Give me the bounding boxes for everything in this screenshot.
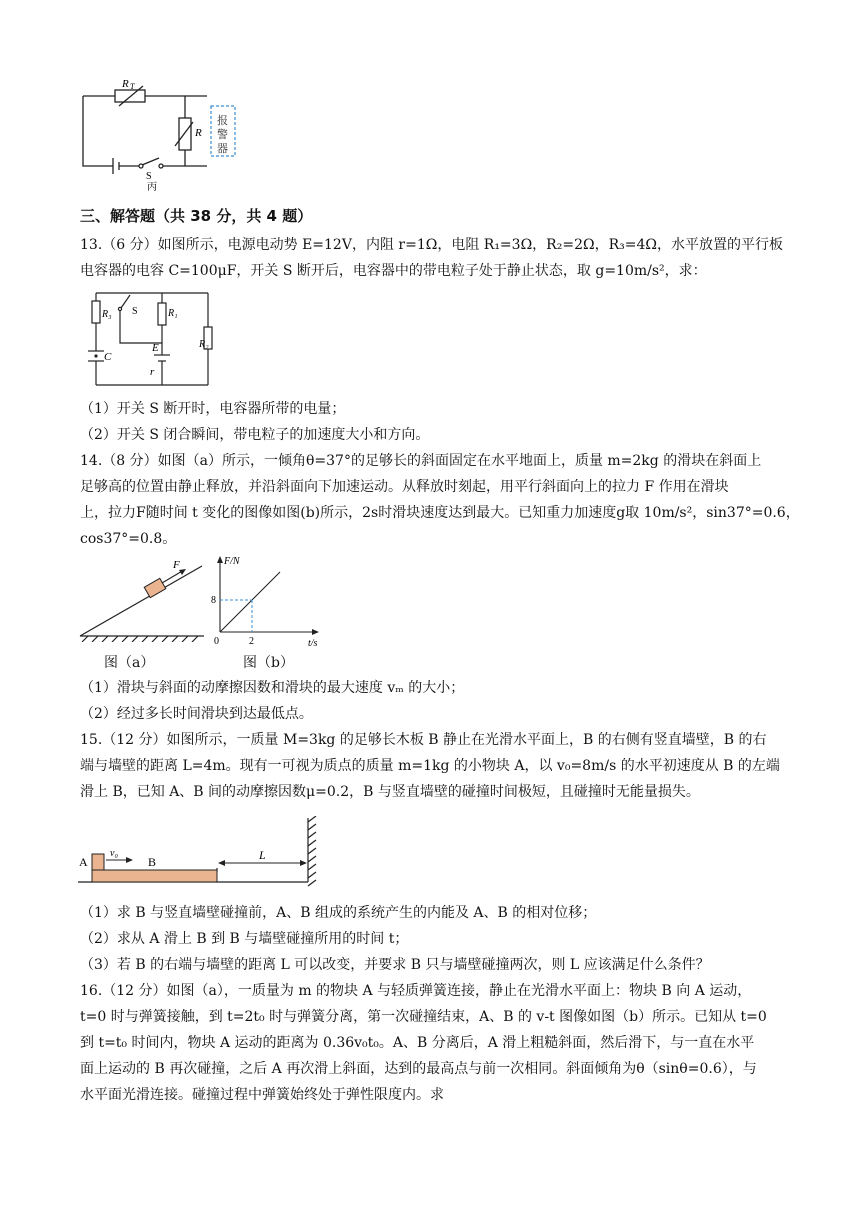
alarm-char-3: 器 bbox=[217, 143, 228, 155]
label-v0: v₀ bbox=[110, 848, 118, 859]
block-a bbox=[92, 854, 104, 870]
board-b bbox=[92, 870, 217, 882]
q14-part-1: （1）滑块与斜面的动摩擦因数和滑块的最大速度 vₘ 的大小； bbox=[80, 680, 465, 696]
r2-label: R₂ bbox=[199, 339, 209, 350]
q16-line-4: 面上运动的 B 再次碰撞，之后 A 再次滑上斜面，达到的最高点与前一次相同。斜面倾角为θ（sinθ=0.6），与 bbox=[80, 1061, 757, 1077]
q15-part-3: （3）若 B 的右端与墙壁的距离 L 可以改变，并要求 B 只与墙壁碰撞两次，则 L 应该满足什么条件？ bbox=[80, 957, 710, 973]
r-label: R bbox=[195, 127, 202, 139]
q13-line-2: 电容器的电容 C=100μF，开关 S 断开后，电容器中的带电粒子处于静止状态，取 g=10m/s²，求： bbox=[80, 263, 707, 279]
label-l: L bbox=[259, 848, 266, 862]
q14-line-2: 足够高的位置由静止释放，并沿斜面向下加速运动。从释放时刻起，用平行斜面向上的拉力 F 作用在滑块 bbox=[80, 479, 729, 495]
q13-line-1: 13.（6 分）如图所示，电源电动势 E=12V，内阻 r=1Ω，电阻 R₁=3Ω，R₂=2Ω，R₃=4Ω，水平放置的平行板 bbox=[80, 237, 783, 253]
q14-line-1: 14.（8 分）如图（a）所示，一倾角θ=37°的足够长的斜面固定在水平地面上，质量 m=2kg 的滑块在斜面上 bbox=[80, 453, 762, 469]
figure-caption: 丙 bbox=[147, 182, 157, 193]
switch-label: S bbox=[146, 171, 152, 182]
q16-line-3: 到 t=t₀ 时间内，物块 A 运动的距离为 0.36v₀t₀。A、B 分离后，A 滑上粗糙斜面，然后滑下，与一直在水平 bbox=[80, 1035, 755, 1051]
q14-force-time-graph bbox=[206, 554, 326, 650]
r1-sub: T bbox=[130, 82, 135, 91]
q15-line-2: 端与墙壁的距离 L=4m。现有一可视为质点的质量 m=1kg 的小物块 A，以 v₀=8m/s 的水平初速度从 B 的左端 bbox=[80, 758, 780, 774]
r3-label: R₃ bbox=[102, 309, 112, 320]
q13-circuit-figure bbox=[82, 285, 222, 395]
graph-ylabel: F/N bbox=[224, 556, 240, 567]
q15-line-3: 滑上 B，已知 A、B 间的动摩擦因数μ=0.2，B 与竖直墙壁的碰撞时间极短，且碰撞时无能量损失。 bbox=[80, 784, 700, 800]
graph-origin: 0 bbox=[214, 636, 219, 647]
q14-line-3: 上，拉力F随时间 t 变化的图像如图(b)所示，2s时滑块速度达到最大。已知重力加速度g取 10m/s²，sin37°=0.6， bbox=[80, 505, 800, 521]
section-heading: 三、解答题（共 38 分，共 4 题） bbox=[80, 207, 313, 225]
q16-line-1: 16.（12 分）如图（a），一质量为 m 的物块 A 与轻质弹簧连接，静止在光滑水平面上：物块 B 向 A 运动， bbox=[80, 983, 752, 999]
graph-x-tick: 2 bbox=[249, 636, 254, 647]
r1-label: R bbox=[122, 78, 129, 90]
q15-line-1: 15.（12 分）如图所示，一质量 M=3kg 的足够长木板 B 静止在光滑水平面上，B 的右侧有竖直墙壁，B 的右 bbox=[80, 732, 767, 748]
r1-label-q13: R₁ bbox=[168, 308, 178, 319]
q14-incline-figure bbox=[78, 556, 208, 642]
alarm-char-2: 警 bbox=[217, 129, 228, 141]
label-a: A bbox=[79, 855, 88, 869]
q14-line-4: cos37°=0.8。 bbox=[80, 531, 177, 547]
fig-a-caption: 图（a） bbox=[104, 655, 155, 671]
q13-part-2: （2）开关 S 闭合瞬间，带电粒子的加速度大小和方向。 bbox=[80, 427, 430, 443]
q16-line-2: t=0 时与弹簧接触，到 t=2t₀ 时与弹簧分离，第一次碰撞结束，A、B 的 v-t 图像如图（b）所示。已知从 t=0 bbox=[80, 1009, 767, 1025]
q13-part-1: （1）开关 S 断开时，电容器所带的电量； bbox=[80, 401, 346, 417]
r-internal-label: r bbox=[150, 366, 155, 378]
q16-line-5: 水平面光滑连接。碰撞过程中弹簧始终处于弹性限度内。求 bbox=[80, 1087, 444, 1103]
c-label: C bbox=[104, 351, 112, 363]
block bbox=[144, 578, 166, 597]
alarm-char-1: 报 bbox=[217, 115, 228, 127]
e-label: E bbox=[152, 342, 159, 354]
q14-part-2: （2）经过多长时间滑块到达最低点。 bbox=[80, 706, 313, 722]
q15-part-2: （2）求从 A 滑上 B 到 B 与墙壁碰撞所用的时间 t； bbox=[80, 931, 409, 947]
q15-part-1: （1）求 B 与竖直墙壁碰撞前，A、B 组成的系统产生的内能及 A、B 的相对位移； bbox=[80, 905, 597, 921]
force-label: F bbox=[173, 559, 180, 571]
label-b: B bbox=[148, 855, 157, 869]
alarm-circuit-figure bbox=[75, 78, 245, 193]
fig-b-caption: 图（b） bbox=[243, 655, 294, 671]
s-label: S bbox=[132, 306, 138, 317]
graph-xlabel: t/s bbox=[308, 638, 318, 649]
q15-board-wall-figure bbox=[76, 816, 326, 892]
graph-y-tick: 8 bbox=[211, 595, 216, 606]
